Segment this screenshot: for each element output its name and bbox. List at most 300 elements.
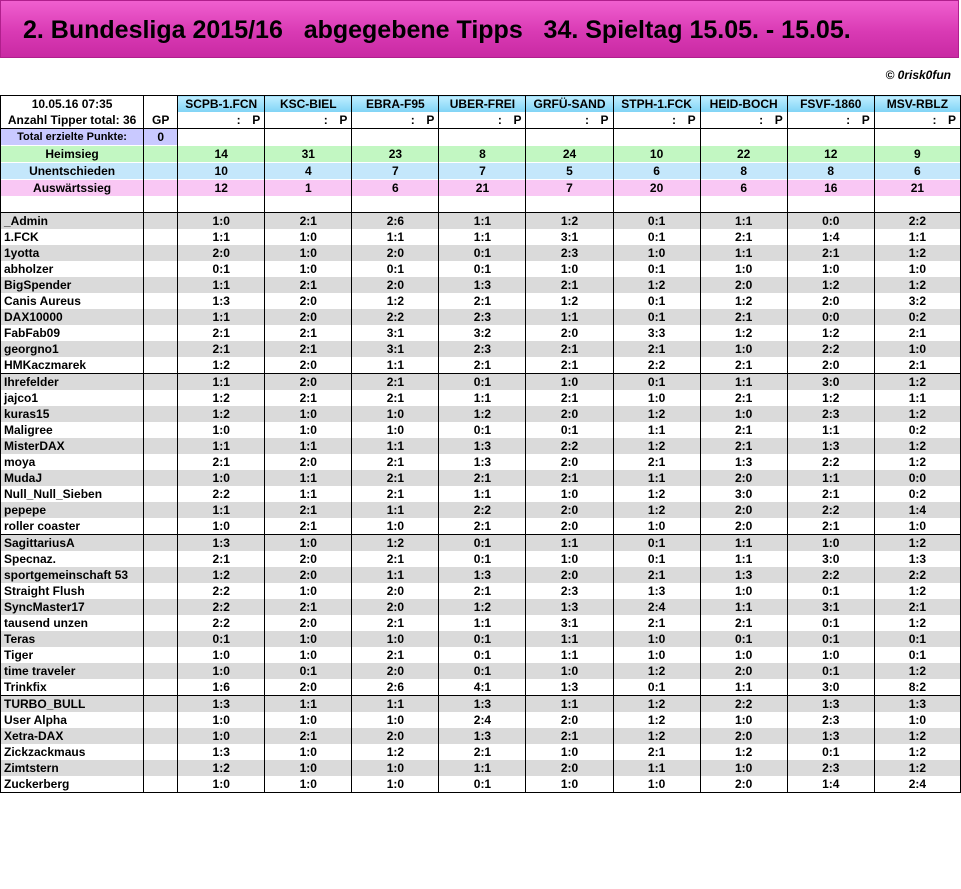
tipper-name: georgno1 — [1, 341, 144, 357]
tip-value: 2:1 — [787, 245, 874, 261]
spacer-cell — [439, 196, 526, 213]
tip-value: 2:1 — [352, 470, 439, 486]
tip-value: 0:1 — [787, 631, 874, 647]
tip-value: 2:1 — [265, 341, 352, 357]
tipper-row — [1, 293, 961, 309]
stat-value: 6 — [700, 180, 787, 197]
tip-points-header-3 — [439, 112, 526, 129]
stat-gp-cell — [144, 180, 178, 197]
tip-value: 0:1 — [439, 663, 526, 679]
points-label: P — [513, 113, 522, 127]
tip-value: 1:0 — [700, 760, 787, 776]
tip-points-header-8 — [874, 112, 960, 129]
tip-value: 1:3 — [439, 728, 526, 744]
stat-value: 20 — [613, 180, 700, 197]
tipper-name: _Admin — [1, 213, 144, 230]
tip-value: 1:0 — [265, 245, 352, 261]
tip-value: 2:1 — [178, 551, 265, 567]
tip-value: 1:3 — [439, 567, 526, 583]
tip-value: 2:2 — [526, 438, 613, 454]
tip-value: 1:1 — [874, 229, 960, 245]
tip-value: 0:1 — [439, 261, 526, 277]
tip-value: 1:0 — [874, 712, 960, 728]
stat-label: Heimsieg — [1, 146, 144, 163]
copyright-note: © 0risk0fun — [885, 68, 951, 82]
tipper-gp — [144, 229, 178, 245]
stat-value: 5 — [526, 163, 613, 180]
tipper-gp — [144, 631, 178, 647]
tipper-row — [1, 567, 961, 583]
tip-value: 0:2 — [874, 486, 960, 502]
tip-value: 1:0 — [613, 647, 700, 663]
total-points-cell-7 — [787, 129, 874, 146]
tipper-name: tausend unzen — [1, 615, 144, 631]
total-points-cell-2 — [352, 129, 439, 146]
tip-value: 1:0 — [352, 760, 439, 776]
tipper-name: HMKaczmarek — [1, 357, 144, 374]
tipper-row — [1, 679, 961, 696]
tip-value: 1:3 — [439, 277, 526, 293]
spacer-cell — [874, 196, 960, 213]
tip-value: 1:2 — [874, 760, 960, 776]
tipper-name: SyncMaster17 — [1, 599, 144, 615]
stat-value: 6 — [613, 163, 700, 180]
tip-value: 0:0 — [874, 470, 960, 486]
tip-value: 0:0 — [787, 213, 874, 230]
tipper-row — [1, 390, 961, 406]
tip-value: 1:0 — [352, 518, 439, 535]
tip-value: 0:1 — [787, 663, 874, 679]
tipper-row — [1, 518, 961, 535]
tip-value: 1:2 — [874, 583, 960, 599]
tipper-gp — [144, 374, 178, 391]
tipper-name: abholzer — [1, 261, 144, 277]
tip-value: 1:2 — [613, 406, 700, 422]
tip-value: 2:6 — [352, 679, 439, 696]
tip-value: 1:0 — [526, 374, 613, 391]
tip-value: 2:0 — [265, 374, 352, 391]
tip-value: 2:0 — [526, 518, 613, 535]
tip-value: 1:1 — [265, 696, 352, 713]
stat-value: 12 — [787, 146, 874, 163]
tip-value: 1:1 — [874, 390, 960, 406]
colon-label: : — [410, 113, 415, 127]
tipper-name: DAX10000 — [1, 309, 144, 325]
tip-value: 2:3 — [439, 309, 526, 325]
tipper-gp — [144, 728, 178, 744]
tipper-name: Xetra-DAX — [1, 728, 144, 744]
tip-value: 2:1 — [700, 357, 787, 374]
tip-value: 2:1 — [700, 438, 787, 454]
tip-value: 2:1 — [265, 213, 352, 230]
tip-value: 1:0 — [178, 213, 265, 230]
tip-value: 2:2 — [787, 454, 874, 470]
tip-value: 1:1 — [700, 679, 787, 696]
tip-value: 2:0 — [526, 406, 613, 422]
tip-value: 1:2 — [874, 277, 960, 293]
tip-value: 1:1 — [700, 213, 787, 230]
tipper-name: roller coaster — [1, 518, 144, 535]
tip-value: 2:0 — [787, 293, 874, 309]
tip-value: 1:0 — [178, 647, 265, 663]
tipper-gp — [144, 518, 178, 535]
tip-value: 2:1 — [526, 277, 613, 293]
tip-value: 0:1 — [874, 631, 960, 647]
tipper-name: MudaJ — [1, 470, 144, 486]
tip-value: 0:1 — [613, 261, 700, 277]
tip-value: 2:1 — [700, 422, 787, 438]
tipper-row — [1, 599, 961, 615]
tip-value: 2:0 — [526, 454, 613, 470]
points-label: P — [774, 113, 783, 127]
tipper-row — [1, 406, 961, 422]
match-header-3: UBER-FREI — [439, 96, 526, 113]
tipper-gp — [144, 293, 178, 309]
match-header-7: FSVF-1860 — [787, 96, 874, 113]
tip-value: 1:2 — [874, 663, 960, 679]
tip-value: 2:2 — [613, 357, 700, 374]
tip-value: 1:2 — [874, 454, 960, 470]
tip-value: 2:1 — [613, 454, 700, 470]
tip-value: 1:1 — [439, 486, 526, 502]
tip-value: 2:0 — [352, 599, 439, 615]
tip-value: 1:0 — [787, 261, 874, 277]
tip-value: 1:2 — [178, 567, 265, 583]
spacer-row — [1, 196, 961, 213]
tipper-name: User Alpha — [1, 712, 144, 728]
tip-value: 1:0 — [178, 712, 265, 728]
tip-value: 2:0 — [265, 679, 352, 696]
datetime: 10.05.16 07:35 — [1, 96, 144, 113]
tip-value: 1:2 — [352, 744, 439, 760]
tip-points-header-7 — [787, 112, 874, 129]
tip-value: 1:0 — [265, 583, 352, 599]
tipper-gp — [144, 422, 178, 438]
tip-value: 2:0 — [265, 357, 352, 374]
tip-value: 1:2 — [613, 728, 700, 744]
stat-value: 7 — [352, 163, 439, 180]
tip-value: 1:2 — [439, 406, 526, 422]
tip-value: 2:1 — [439, 583, 526, 599]
tipper-gp — [144, 615, 178, 631]
tipper-gp — [144, 583, 178, 599]
tip-value: 1:1 — [178, 374, 265, 391]
stat-value: 14 — [178, 146, 265, 163]
tip-value: 1:2 — [178, 357, 265, 374]
tip-value: 1:0 — [178, 663, 265, 679]
tipper-row — [1, 438, 961, 454]
tip-value: 1:3 — [874, 551, 960, 567]
tip-value: 1:1 — [439, 760, 526, 776]
tipper-row — [1, 422, 961, 438]
tip-value: 1:1 — [439, 615, 526, 631]
tip-value: 2:1 — [613, 341, 700, 357]
tip-value: 2:1 — [787, 486, 874, 502]
tipper-row — [1, 325, 961, 341]
tip-value: 2:0 — [352, 663, 439, 679]
tipper-gp — [144, 760, 178, 776]
tipper-row — [1, 776, 961, 793]
tip-value: 2:2 — [787, 341, 874, 357]
tipper-gp — [144, 486, 178, 502]
tip-value: 0:1 — [439, 776, 526, 793]
stat-gp-cell — [144, 163, 178, 180]
stat-row — [1, 163, 961, 180]
tip-value: 2:1 — [265, 390, 352, 406]
tip-value: 1:0 — [178, 518, 265, 535]
tip-value: 1:2 — [787, 277, 874, 293]
tip-value: 2:3 — [787, 406, 874, 422]
tip-value: 2:1 — [613, 744, 700, 760]
tip-value: 2:0 — [265, 551, 352, 567]
tip-value: 1:3 — [700, 454, 787, 470]
tipper-name: SagittariusA — [1, 535, 144, 552]
points-label: P — [339, 113, 348, 127]
stat-row — [1, 146, 961, 163]
tip-value: 2:0 — [787, 357, 874, 374]
tipper-row — [1, 454, 961, 470]
match-header-8: MSV-RBLZ — [874, 96, 960, 113]
stat-value: 8 — [439, 146, 526, 163]
tip-value: 1:1 — [265, 438, 352, 454]
tipper-name: Teras — [1, 631, 144, 647]
colon-label: : — [584, 113, 589, 127]
tip-value: 1:2 — [613, 663, 700, 679]
tip-value: 1:3 — [439, 438, 526, 454]
tipper-gp — [144, 213, 178, 230]
tipper-gp — [144, 470, 178, 486]
total-points-cell-8 — [874, 129, 960, 146]
tip-value: 1:0 — [265, 229, 352, 245]
tip-value: 1:1 — [613, 422, 700, 438]
match-header-1: KSC-BIEL — [265, 96, 352, 113]
tip-value: 2:0 — [352, 583, 439, 599]
tipper-gp — [144, 647, 178, 663]
points-label: P — [687, 113, 696, 127]
tip-value: 2:0 — [265, 454, 352, 470]
tip-value: 3:0 — [700, 486, 787, 502]
tip-value: 2:1 — [265, 599, 352, 615]
tip-points-header-2 — [352, 112, 439, 129]
tip-value: 2:1 — [874, 325, 960, 341]
tip-value: 2:0 — [178, 245, 265, 261]
tip-value: 2:3 — [526, 245, 613, 261]
tipper-gp — [144, 325, 178, 341]
colon-label: : — [846, 113, 851, 127]
tipper-row — [1, 374, 961, 391]
tip-value: 1:0 — [265, 535, 352, 552]
tip-value: 1:4 — [787, 776, 874, 793]
tip-value: 2:0 — [526, 325, 613, 341]
tip-value: 1:1 — [700, 551, 787, 567]
tipper-row — [1, 357, 961, 374]
tip-value: 2:1 — [526, 341, 613, 357]
tip-value: 2:0 — [700, 502, 787, 518]
tipper-name: pepepe — [1, 502, 144, 518]
tip-value: 1:0 — [265, 744, 352, 760]
tip-value: 1:0 — [700, 712, 787, 728]
stat-value: 10 — [178, 163, 265, 180]
tip-value: 2:0 — [265, 309, 352, 325]
tip-value: 2:6 — [352, 213, 439, 230]
tip-value: 2:0 — [265, 293, 352, 309]
points-label: P — [252, 113, 261, 127]
tip-value: 2:2 — [178, 486, 265, 502]
tip-value: 2:2 — [439, 502, 526, 518]
tip-value: 1:4 — [874, 502, 960, 518]
tipper-gp — [144, 567, 178, 583]
tip-value: 2:3 — [787, 760, 874, 776]
tipper-name: Zimtstern — [1, 760, 144, 776]
tip-value: 2:2 — [700, 696, 787, 713]
points-label: P — [947, 113, 956, 127]
tipper-row — [1, 647, 961, 663]
tip-value: 0:1 — [526, 422, 613, 438]
colon-label: : — [236, 113, 241, 127]
tip-value: 1:0 — [526, 776, 613, 793]
tip-value: 1:0 — [352, 406, 439, 422]
tipper-gp — [144, 663, 178, 679]
tip-value: 1:0 — [265, 760, 352, 776]
tip-value: 1:1 — [439, 229, 526, 245]
total-points-row — [1, 129, 961, 146]
tip-value: 1:0 — [178, 728, 265, 744]
tip-value: 2:2 — [178, 615, 265, 631]
tip-value: 1:0 — [352, 631, 439, 647]
tipper-row — [1, 261, 961, 277]
tip-points-header-6 — [700, 112, 787, 129]
tip-value: 3:0 — [787, 679, 874, 696]
tip-points-header-4 — [526, 112, 613, 129]
tip-value: 1:0 — [874, 261, 960, 277]
tip-value: 1:1 — [526, 631, 613, 647]
tipper-row — [1, 728, 961, 744]
total-points-cell-0 — [178, 129, 265, 146]
tipper-gp — [144, 341, 178, 357]
tip-value: 1:1 — [352, 357, 439, 374]
tip-value: 1:3 — [178, 535, 265, 552]
tipper-gp — [144, 712, 178, 728]
tip-value: 2:1 — [439, 744, 526, 760]
tip-value: 2:0 — [265, 567, 352, 583]
tip-value: 1:1 — [700, 374, 787, 391]
tipper-name: Ihrefelder — [1, 374, 144, 391]
tip-value: 1:0 — [178, 422, 265, 438]
tip-value: 0:1 — [700, 631, 787, 647]
tip-value: 1:2 — [874, 438, 960, 454]
tip-value: 2:1 — [439, 293, 526, 309]
tip-value: 2:2 — [787, 502, 874, 518]
tip-value: 2:0 — [526, 567, 613, 583]
tip-value: 1:0 — [526, 551, 613, 567]
gp-label: GP — [144, 112, 178, 129]
tipper-row — [1, 341, 961, 357]
tip-value: 1:1 — [613, 470, 700, 486]
total-points-cell-3 — [439, 129, 526, 146]
stat-value: 8 — [787, 163, 874, 180]
tip-value: 1:0 — [526, 261, 613, 277]
tip-value: 2:1 — [526, 390, 613, 406]
tip-value: 2:4 — [439, 712, 526, 728]
tip-value: 0:1 — [352, 261, 439, 277]
tipper-name: kuras15 — [1, 406, 144, 422]
tip-value: 1:0 — [613, 776, 700, 793]
tip-value: 0:1 — [613, 679, 700, 696]
tip-value: 3:1 — [352, 325, 439, 341]
tip-value: 1:2 — [352, 535, 439, 552]
tipper-name: jajco1 — [1, 390, 144, 406]
tip-value: 2:2 — [874, 567, 960, 583]
stat-value: 24 — [526, 146, 613, 163]
tip-value: 0:1 — [178, 261, 265, 277]
tipper-row — [1, 551, 961, 567]
tip-value: 1:6 — [178, 679, 265, 696]
tip-value: 1:4 — [787, 229, 874, 245]
tip-value: 3:2 — [874, 293, 960, 309]
tip-value: 1:3 — [526, 599, 613, 615]
tip-value: 1:2 — [352, 293, 439, 309]
tip-value: 2:0 — [526, 760, 613, 776]
spacer-cell — [526, 196, 613, 213]
tip-value: 1:0 — [613, 245, 700, 261]
tip-value: 2:0 — [352, 277, 439, 293]
tip-value: 2:1 — [352, 374, 439, 391]
tip-value: 0:2 — [874, 422, 960, 438]
tip-value: 1:0 — [613, 631, 700, 647]
tip-value: 2:2 — [178, 599, 265, 615]
stat-value: 6 — [874, 163, 960, 180]
tipper-row — [1, 744, 961, 760]
total-points-cell-4 — [526, 129, 613, 146]
tip-value: 0:1 — [613, 293, 700, 309]
stat-row — [1, 180, 961, 197]
match-header-6: HEID-BOCH — [700, 96, 787, 113]
tip-value: 1:1 — [178, 438, 265, 454]
tip-value: 2:1 — [874, 357, 960, 374]
tipper-name: BigSpender — [1, 277, 144, 293]
stat-value: 16 — [787, 180, 874, 197]
stat-value: 6 — [352, 180, 439, 197]
tip-value: 1:1 — [787, 422, 874, 438]
tip-value: 2:1 — [178, 325, 265, 341]
tip-value: 1:2 — [787, 325, 874, 341]
tip-value: 1:2 — [874, 406, 960, 422]
total-points-cell-5 — [613, 129, 700, 146]
tip-value: 1:2 — [874, 245, 960, 261]
tip-value: 1:0 — [265, 712, 352, 728]
tipper-row — [1, 631, 961, 647]
tip-value: 1:2 — [613, 277, 700, 293]
spacer-cell — [178, 196, 265, 213]
tip-value: 3:1 — [526, 615, 613, 631]
tip-value: 2:1 — [787, 518, 874, 535]
tip-value: 2:1 — [526, 357, 613, 374]
tip-value: 1:1 — [178, 309, 265, 325]
match-header-4: GRFÜ-SAND — [526, 96, 613, 113]
tip-value: 1:0 — [874, 341, 960, 357]
tip-value: 2:3 — [439, 341, 526, 357]
match-header-5: STPH-1.FCK — [613, 96, 700, 113]
tip-value: 1:0 — [265, 422, 352, 438]
tip-value: 1:1 — [178, 502, 265, 518]
tipper-name: FabFab09 — [1, 325, 144, 341]
tip-value: 1:1 — [352, 229, 439, 245]
tip-value: 2:0 — [526, 712, 613, 728]
match-header-0: SCPB-1.FCN — [178, 96, 265, 113]
stat-value: 31 — [265, 146, 352, 163]
stat-value: 21 — [874, 180, 960, 197]
tipper-gp — [144, 438, 178, 454]
